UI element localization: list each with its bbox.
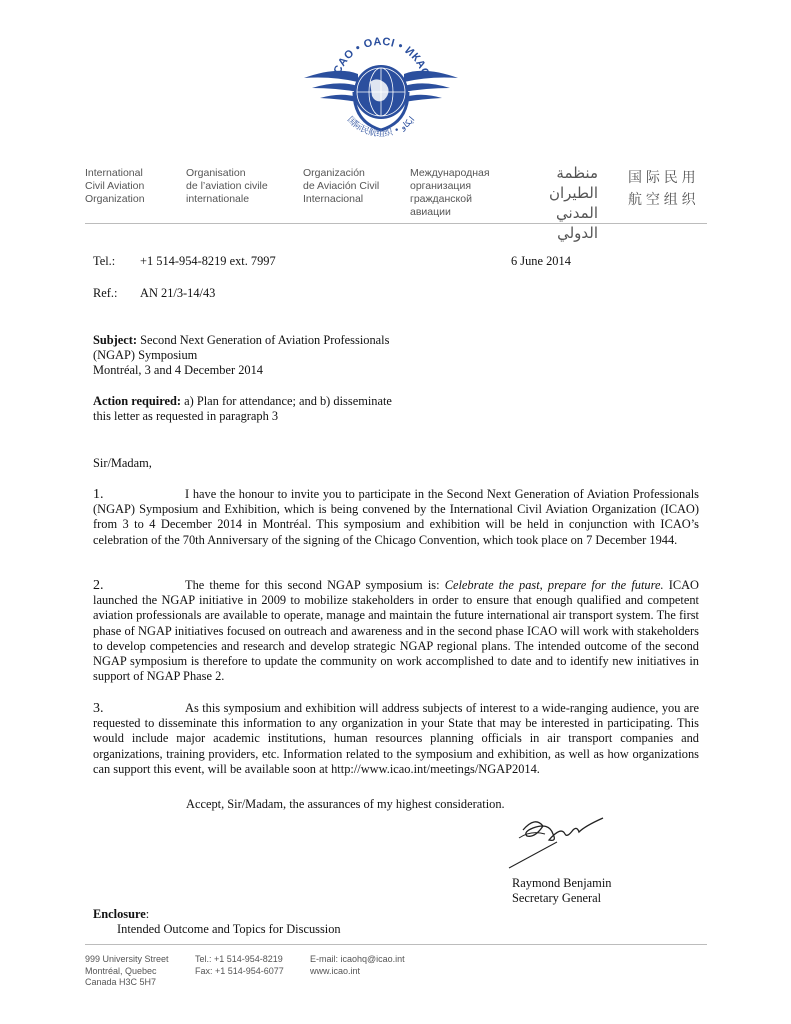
enclosure-item: Intended Outcome and Topics for Discussion [117,922,341,936]
org-name-spanish: Organización de Aviación Civil Internacional [303,167,380,205]
action-block [93,394,433,424]
enclosure-heading [93,907,149,922]
footer-website[interactable]: www.icao.int [310,965,361,976]
icao-emblem-logo [298,26,464,154]
org-name-russian: Международная организация гражданской авиации [410,167,490,218]
subject-line-3: Montréal, 3 and 4 December 2014 [93,363,263,378]
org-name-english: International Civil Aviation Organization [85,167,145,205]
action-line-1: a) Plan for attendance; and b) disseminate [181,394,392,408]
emblem-bottom-text: 国际民航组织 • ايكاو [344,114,418,140]
footer-divider [85,944,707,945]
paragraph-2-text-after: ICAO launched the NGAP initiative in 2009 to mobilize stakeholders in order to ensure that enough qualified and competent aviation professionals are available to operate, manage and maintain the future international air transport system. The first phase of NGAP initiatives focused on outreach and awareness and in the second phase ICAO will work with stakeholders to develop competencies and research and develop strategic NGAP regional plans. The intended outcome of the second NGAP symposium is therefore to update the community on work accomplished to date and to identify new initiatives in support of NGAP Phase 2. [93,578,700,684]
footer-phones: Tel.: +1 514-954-8219 Fax: +1 514-954-6077 [195,954,284,976]
paragraph-3-number: 3. [93,701,104,716]
paragraph-2-number: 2. [93,578,104,593]
paragraph-1 [93,487,699,548]
footer-contact [310,954,440,977]
enclosure-label: Enclosure [93,907,146,921]
org-name-arabic: منظمة الطيران المدني الدولي [548,165,598,242]
paragraph-2-text-before: The theme for this second NGAP symposium is: [185,578,445,592]
tel-label: Tel.: [93,254,116,268]
paragraph-1-number: 1. [93,487,104,502]
ref-value: AN 21/3-14/43 [140,286,216,300]
paragraph-2-theme: Celebrate the past, prepare for the future. [444,578,664,592]
footer-address: 999 University Street Montréal, Quebec Canada H3C 5H7 [85,954,169,987]
org-name-chinese: 国 际 民 用 航 空 组 织 [628,169,696,207]
subject-block [93,333,433,379]
paragraph-2 [93,578,699,684]
subject-line-1: Second Next Generation of Aviation Professionals [137,333,390,347]
closing-line: Accept, Sir/Madam, the assurances of my highest consideration. [186,797,505,811]
letter-date: 6 June 2014 [511,254,571,268]
globe-icon [354,65,408,119]
salutation: Sir/Madam, [93,456,152,470]
header-divider [85,223,707,224]
action-label: Action required: [93,394,181,408]
footer-email[interactable]: E-mail: icaohq@icao.int [310,954,405,964]
paragraph-3-text: As this symposium and exhibition will address subjects of interest to a wide-ranging audience, you are requested to disseminate this information to any organization in your State that may be interested in participating. This would include major academic institutions, human resources planning officials in air transport companies and organizations, training providers, etc. Information related to the symposium and exhibition, as well as how organizations can support this event, will be available soon at http://www.icao.int/meetings/NGAP2014. [93,701,699,776]
emblem-arc-text: ICAO • OACI • ИКАО [330,35,432,80]
subject-label: Subject: [93,333,138,347]
subject-line-2: (NGAP) Symposium [93,348,198,363]
action-line-2: this letter as requested in paragraph 3 [93,409,279,424]
paragraph-3 [93,701,699,777]
ref-label: Ref.: [93,286,118,300]
wing-right-icon [404,71,458,102]
signature-image [505,808,615,874]
signer-title: Secretary General [512,891,602,905]
tel-value: +1 514-954-8219 ext. 7997 [140,254,276,268]
enclosure-colon: : [145,907,150,921]
signer-name: Raymond Benjamin [512,876,612,890]
org-name-french: Organisation de l’aviation civile internationale [186,167,268,205]
paragraph-1-text: I have the honour to invite you to participate in the Second Next Generation of Aviation Professionals (NGAP) Symposium and Exhibition, which is being convened by the International Civil Aviation Organization (ICAO) from 3 to 4 December 2014 in Montréal. This symposium and exhibition will be held in conjunction with ICAO’s celebration of the 70th Anniversary of the signing of the Chicago Convention, which took place on 7 December 1944. [93,487,699,547]
